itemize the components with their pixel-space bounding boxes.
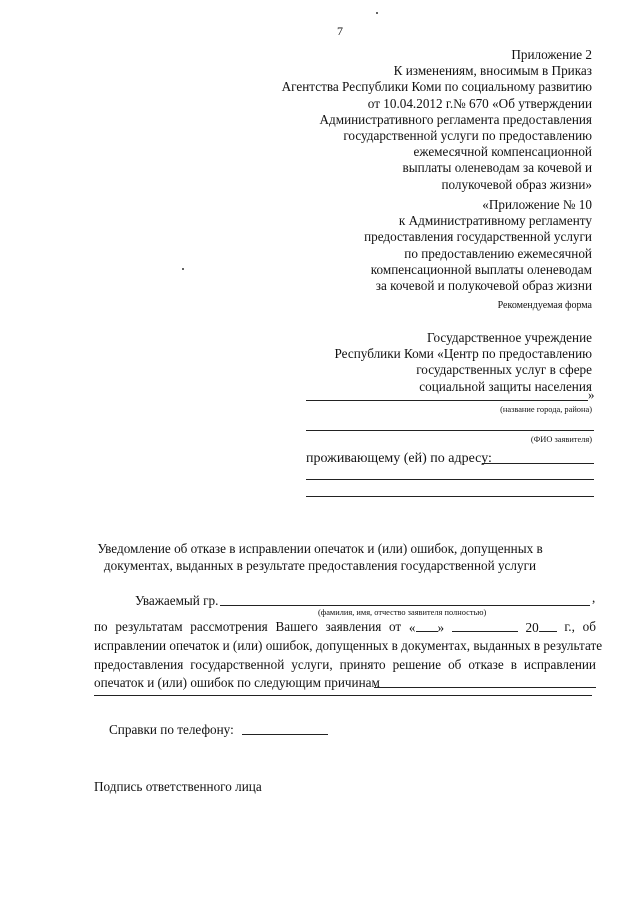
date-year-field[interactable]	[526, 619, 557, 636]
phone-blank-line[interactable]	[242, 734, 328, 735]
body-word: Вашего	[275, 619, 318, 634]
body-row-1	[94, 619, 596, 636]
appendix-10-line: к Административному регламенту	[398, 213, 592, 229]
body-word: от	[389, 619, 402, 634]
appendix-2-line: выплаты оленеводам за кочевой и	[402, 160, 592, 176]
page-number: 7	[337, 24, 343, 38]
appendix-2-line: ежемесячной компенсационной	[413, 144, 592, 160]
institution-line: государственных услуг в сфере	[416, 362, 592, 378]
appendix-10-line: предоставления государственной услуги	[364, 229, 592, 245]
body-word: рассмотрения	[190, 619, 268, 634]
appendix-2-line: полукочевой образ жизни»	[441, 176, 592, 192]
appendix-10-line: компенсационной выплаты оленеводам	[370, 261, 592, 277]
body-word: по	[94, 619, 108, 634]
reasons-line-2[interactable]	[94, 695, 592, 696]
body-word: об	[582, 619, 596, 634]
recommended-form-label: Рекомендуемая форма	[497, 300, 592, 311]
body-word: результатам	[115, 619, 183, 634]
date-day-field[interactable]	[409, 619, 444, 636]
appendix-2-line: государственной услуги по предоставлению	[343, 128, 592, 144]
appendix-2-line: от 10.04.2012 г.№ 670 «Об утверждении	[367, 95, 592, 111]
city-blank-line[interactable]	[306, 400, 588, 401]
body-line-4: опечаток и (или) ошибок по следующим причинам	[94, 675, 380, 690]
quote-close: »	[437, 620, 445, 635]
address-line-2[interactable]	[306, 479, 594, 480]
salutation-comma: ,	[592, 590, 596, 605]
appendix-2-line: Приложение 2	[511, 47, 592, 62]
appendix-2-line: Административного регламента предоставления	[319, 111, 592, 127]
address-line-1[interactable]	[482, 463, 594, 464]
appendix-10-line: за кочевой и полукочевой образ жизни	[375, 278, 592, 294]
body-word: г.,	[564, 619, 575, 634]
phone-label: Справки по телефону:	[109, 722, 234, 737]
institution-block	[335, 330, 592, 395]
institution-line: Государственное учреждение	[427, 330, 592, 345]
applicant-name-line[interactable]	[306, 430, 594, 431]
institution-line: Республики Коми «Центр по предоставлению	[334, 346, 592, 362]
address-line-3[interactable]	[306, 496, 594, 497]
appendix-10-line: по предоставлению ежемесячной	[404, 245, 592, 261]
applicant-caption: (ФИО заявителя)	[530, 435, 592, 444]
institution-line: социальной защиты населения	[419, 378, 592, 394]
appendix-2-header	[282, 47, 592, 193]
notice-title-line-2: документах, выданных в результате предоставления государственной услуги	[103, 558, 537, 573]
city-caption: (название города, района)	[500, 405, 592, 414]
reasons-line-1[interactable]	[374, 687, 596, 688]
body-line-2: исправлении опечаток и (или) ошибок, допущенных в документах, выданных в результате	[94, 638, 603, 653]
signature-label: Подпись ответственного лица	[94, 779, 262, 794]
notice-title-line-1: Уведомление об отказе в исправлении опечаток и (или) ошибок, допущенных в	[97, 541, 543, 556]
appendix-10-header	[364, 197, 592, 294]
appendix-10-line: «Приложение № 10	[482, 197, 592, 212]
day-blank[interactable]	[416, 619, 438, 632]
body-word: заявления	[325, 619, 382, 634]
residing-label: проживающему (ей) по адресу:	[306, 451, 492, 466]
salutation-caption: (фамилия, имя, отчество заявителя полностью)	[318, 608, 487, 617]
month-blank[interactable]	[452, 619, 518, 632]
body-line-3: предоставления государственной услуги, принято решение об отказе в исправлении	[94, 657, 596, 672]
salutation-name-line[interactable]	[220, 605, 590, 606]
scan-speck	[376, 12, 378, 14]
quote-open: «	[408, 620, 416, 635]
scan-speck	[182, 268, 184, 270]
year-prefix: 20	[525, 620, 539, 635]
closing-quote: »	[588, 387, 595, 402]
year-blank[interactable]	[539, 619, 557, 632]
appendix-2-line: Агентства Республики Коми по социальному развитию	[281, 79, 592, 95]
salutation-label: Уважаемый гр.	[135, 593, 219, 608]
appendix-2-line: К изменениям, вносимым в Приказ	[393, 63, 592, 79]
